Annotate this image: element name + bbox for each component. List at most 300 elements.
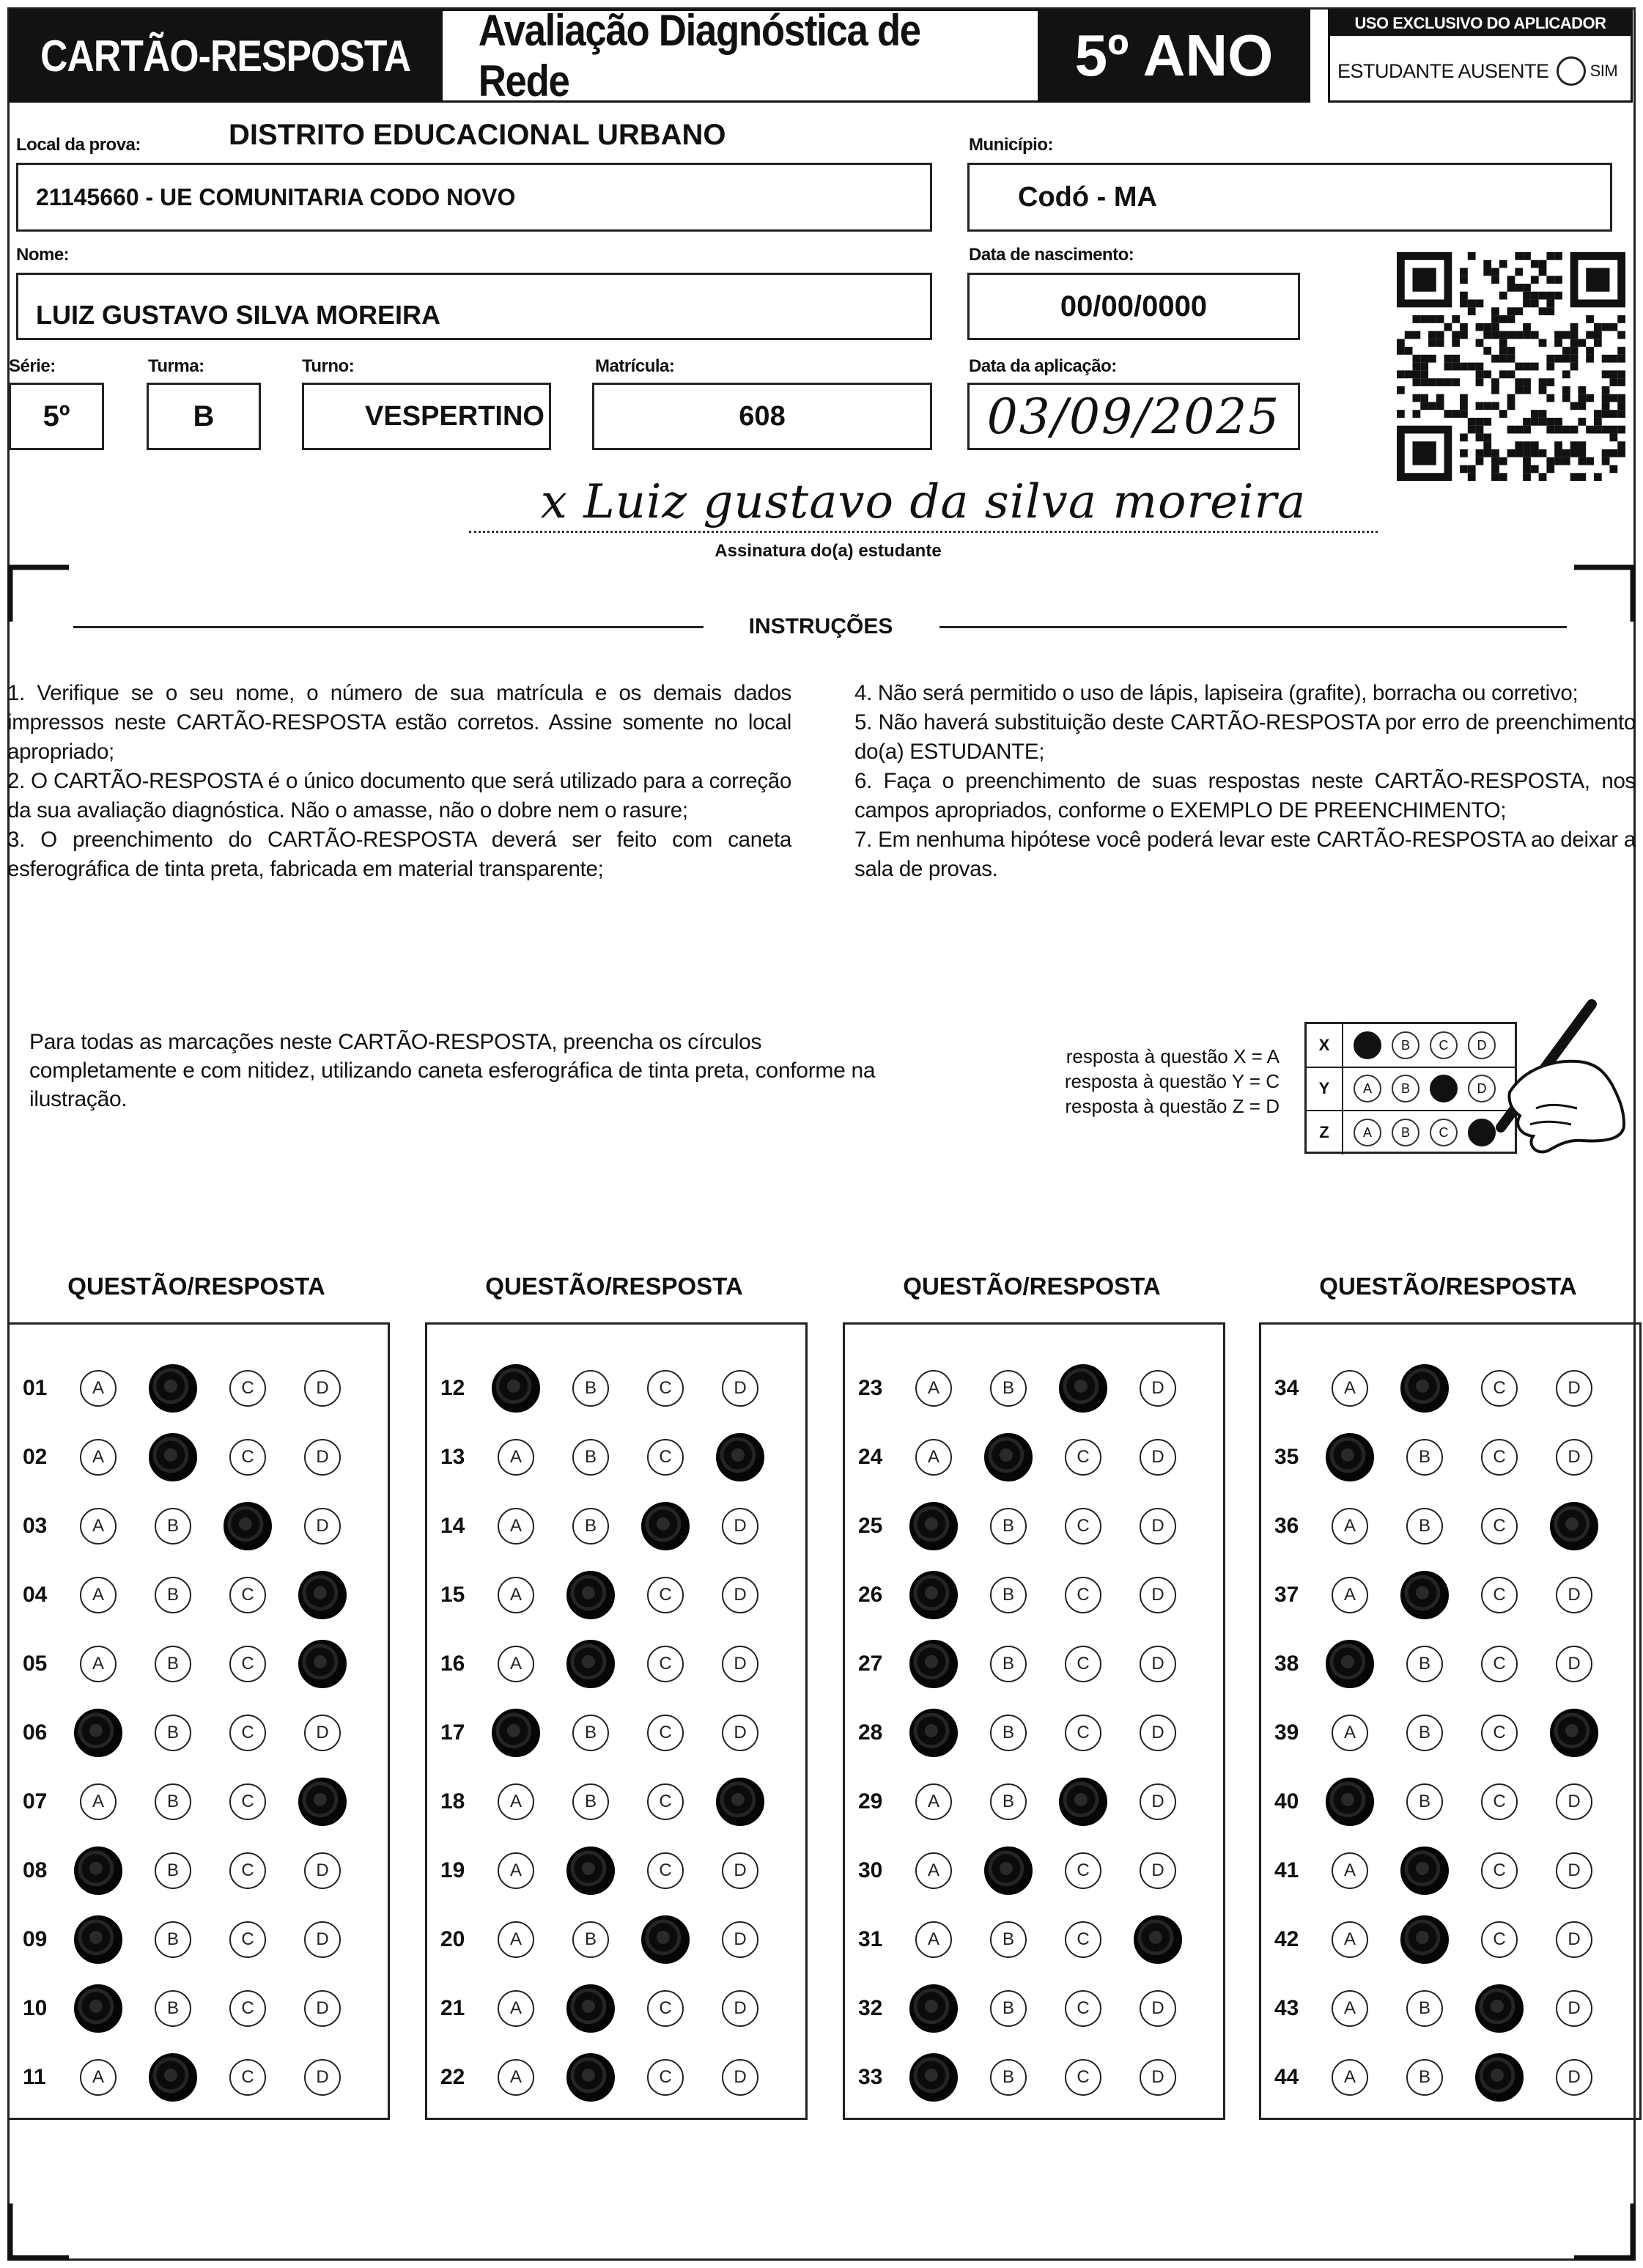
answer-bubble-c[interactable]: C bbox=[1065, 1990, 1101, 2027]
matricula-field bbox=[592, 383, 932, 450]
answer-bubble-b-marked[interactable] bbox=[566, 2053, 615, 2102]
answer-bubble-c[interactable]: C bbox=[229, 1921, 266, 1958]
question-number: 41 bbox=[1274, 1858, 1299, 1882]
example-bubble-c: C bbox=[1430, 1031, 1458, 1059]
answer-bubble-c[interactable]: C bbox=[1065, 1646, 1101, 1682]
question-row bbox=[1261, 1836, 1639, 1905]
answer-bubble-a[interactable]: A bbox=[80, 1646, 117, 1682]
instructions-rule-right bbox=[939, 626, 1567, 628]
question-row bbox=[427, 2043, 805, 2112]
instruction-6: 6. Faça o preenchimento de suas respostas neste CARTÃO-RESPOSTA, nos campos apropriados, conforme o EXEMPLO DE PREENCHIMENTO; bbox=[854, 769, 1636, 822]
answer-bubble-a[interactable]: A bbox=[498, 1439, 534, 1476]
nome-field bbox=[16, 273, 932, 340]
answer-bubble-b[interactable]: B bbox=[1406, 1439, 1443, 1476]
answer-bubble-c-marked[interactable] bbox=[641, 1915, 690, 1964]
nascimento-field bbox=[967, 273, 1300, 340]
answer-bubble-d[interactable]: D bbox=[304, 1508, 341, 1544]
answer-bubble-d[interactable]: D bbox=[1140, 1715, 1176, 1751]
question-row bbox=[10, 1492, 388, 1561]
answer-bubble-d[interactable]: D bbox=[722, 1921, 758, 1958]
question-row bbox=[845, 1354, 1223, 1423]
question-row bbox=[845, 1423, 1223, 1492]
answer-bubble-a[interactable]: A bbox=[498, 1646, 534, 1682]
answer-column-1 bbox=[7, 1322, 390, 2120]
serie-label: Série: bbox=[9, 356, 56, 376]
answer-bubble-a-marked[interactable] bbox=[1326, 1433, 1374, 1481]
absent-row bbox=[1337, 49, 1626, 93]
answer-bubble-c[interactable]: C bbox=[229, 1783, 266, 1820]
serie-field bbox=[9, 383, 104, 450]
nascimento-value: 00/00/0000 bbox=[1060, 290, 1208, 323]
answer-bubble-a[interactable]: A bbox=[1332, 1508, 1368, 1544]
question-row bbox=[427, 1767, 805, 1836]
answer-bubble-c[interactable]: C bbox=[1065, 1852, 1101, 1889]
question-number: 19 bbox=[440, 1858, 465, 1882]
question-row bbox=[845, 1767, 1223, 1836]
question-row bbox=[845, 1836, 1223, 1905]
answer-bubble-a-marked[interactable] bbox=[492, 1709, 540, 1757]
answer-bubble-a[interactable]: A bbox=[1332, 1577, 1368, 1613]
answer-bubble-a-marked[interactable] bbox=[74, 1984, 122, 2033]
example-answer-z: resposta à questão Z = D bbox=[1065, 1095, 1280, 1117]
card-title bbox=[9, 9, 443, 103]
column-title-2: QUESTÃO/RESPOSTA bbox=[485, 1273, 743, 1300]
answer-bubble-d[interactable]: D bbox=[1140, 1370, 1176, 1407]
municipio-label: Município: bbox=[969, 135, 1053, 155]
answer-bubble-b[interactable]: B bbox=[990, 1990, 1027, 2027]
answer-bubble-b-marked[interactable] bbox=[984, 1847, 1033, 1895]
answer-bubble-a[interactable]: A bbox=[498, 2059, 534, 2096]
question-row bbox=[427, 1561, 805, 1630]
answer-bubble-d[interactable]: D bbox=[1556, 1921, 1592, 1958]
answer-bubble-c[interactable]: C bbox=[229, 1715, 266, 1751]
answer-bubble-c[interactable]: C bbox=[647, 1783, 684, 1820]
answer-bubble-b[interactable]: B bbox=[572, 1921, 609, 1958]
answer-bubble-b[interactable]: B bbox=[155, 1852, 191, 1889]
answer-bubble-b[interactable]: B bbox=[155, 1921, 191, 1958]
example-table bbox=[1304, 1022, 1517, 1154]
answer-bubble-a[interactable]: A bbox=[1332, 1370, 1368, 1407]
answer-bubble-d[interactable]: D bbox=[1140, 1646, 1176, 1682]
answer-bubble-d[interactable]: D bbox=[1556, 1370, 1592, 1407]
question-row bbox=[427, 1905, 805, 1974]
instructions-rule-left bbox=[73, 626, 704, 628]
answer-bubble-c[interactable]: C bbox=[647, 1646, 684, 1682]
answer-bubble-a[interactable]: A bbox=[80, 1508, 117, 1544]
answer-bubble-a-marked[interactable] bbox=[1326, 1778, 1374, 1826]
answer-bubble-c-marked[interactable] bbox=[1059, 1778, 1107, 1826]
district-name: DISTRITO EDUCACIONAL URBANO bbox=[229, 119, 726, 151]
answer-bubble-a[interactable]: A bbox=[80, 1577, 117, 1613]
answer-bubble-c[interactable]: C bbox=[1481, 1852, 1518, 1889]
answer-bubble-b[interactable]: B bbox=[1406, 1508, 1443, 1544]
answer-bubble-d-marked[interactable] bbox=[298, 1778, 347, 1826]
answer-bubble-c[interactable]: C bbox=[1065, 1921, 1101, 1958]
answer-bubble-a[interactable]: A bbox=[498, 1577, 534, 1613]
answer-bubble-d-marked[interactable] bbox=[298, 1640, 347, 1688]
question-number: 24 bbox=[858, 1445, 883, 1469]
question-row bbox=[10, 1354, 388, 1423]
answer-bubble-b-marked[interactable] bbox=[566, 1847, 615, 1895]
answer-bubble-b-marked[interactable] bbox=[984, 1433, 1033, 1481]
question-row bbox=[427, 1423, 805, 1492]
question-row bbox=[1261, 1492, 1639, 1561]
turma-value: B bbox=[193, 400, 215, 432]
answer-bubble-d[interactable]: D bbox=[1556, 1852, 1592, 1889]
answer-bubble-a[interactable]: A bbox=[498, 1990, 534, 2027]
answer-bubble-d-marked[interactable] bbox=[716, 1778, 764, 1826]
instruction-1: 1. Verifique se o seu nome, o número de sua matrícula e os demais dados impressos neste CARTÃO-RESPOSTA estão corretos. Assine somente no local apropriado; bbox=[7, 681, 791, 764]
answer-bubble-d[interactable]: D bbox=[304, 1370, 341, 1407]
example-bubble-d: D bbox=[1468, 1031, 1496, 1059]
answer-bubble-b-marked[interactable] bbox=[149, 2053, 197, 2102]
answer-bubble-a-marked[interactable] bbox=[74, 1847, 122, 1895]
answer-bubble-d-marked[interactable] bbox=[716, 1433, 764, 1481]
question-row bbox=[1261, 1561, 1639, 1630]
answer-bubble-d[interactable]: D bbox=[722, 1990, 758, 2027]
answer-bubble-a[interactable]: A bbox=[1332, 1990, 1368, 2027]
answer-bubble-c[interactable]: C bbox=[1481, 1783, 1518, 1820]
answer-bubble-a[interactable]: A bbox=[1332, 2059, 1368, 2096]
question-row bbox=[427, 1836, 805, 1905]
matricula-label: Matrícula: bbox=[595, 356, 675, 376]
pen-hand-illustration bbox=[1495, 998, 1634, 1167]
instructions-right bbox=[854, 679, 1636, 884]
municipio-value: Codó - MA bbox=[1018, 181, 1157, 213]
answer-bubble-b[interactable]: B bbox=[990, 1921, 1027, 1958]
answer-bubble-a-marked[interactable] bbox=[909, 1640, 958, 1688]
question-number: 37 bbox=[1274, 1583, 1299, 1607]
question-row bbox=[845, 2043, 1223, 2112]
answer-bubble-b[interactable]: B bbox=[155, 1990, 191, 2027]
question-number: 17 bbox=[440, 1720, 465, 1745]
answer-bubble-d[interactable]: D bbox=[722, 1370, 758, 1407]
answer-bubble-c[interactable]: C bbox=[1481, 1577, 1518, 1613]
turma-field bbox=[147, 383, 261, 450]
question-number: 16 bbox=[440, 1652, 465, 1676]
answer-bubble-c[interactable]: C bbox=[1481, 1370, 1518, 1407]
answer-bubble-d[interactable]: D bbox=[304, 2059, 341, 2096]
answer-bubble-b-marked[interactable] bbox=[566, 1984, 615, 2033]
answer-bubble-d[interactable]: D bbox=[1140, 2059, 1176, 2096]
answer-bubble-b-marked[interactable] bbox=[566, 1571, 615, 1619]
question-row bbox=[845, 1492, 1223, 1561]
question-row bbox=[10, 1423, 388, 1492]
answer-bubble-a[interactable]: A bbox=[1332, 1852, 1368, 1889]
question-number: 09 bbox=[23, 1927, 48, 1951]
answer-bubble-b[interactable]: B bbox=[1406, 2059, 1443, 2096]
answer-bubble-c[interactable]: C bbox=[1065, 1577, 1101, 1613]
answer-bubble-d-marked[interactable] bbox=[1550, 1709, 1598, 1757]
question-number: 34 bbox=[1274, 1376, 1299, 1400]
answer-bubble-a-marked[interactable] bbox=[1326, 1640, 1374, 1688]
question-row bbox=[1261, 1767, 1639, 1836]
answer-bubble-c[interactable]: C bbox=[1065, 1439, 1101, 1476]
example-bubble-a-marked bbox=[1354, 1031, 1381, 1059]
answer-bubble-d[interactable]: D bbox=[1140, 1439, 1176, 1476]
answer-bubble-a[interactable]: A bbox=[915, 1852, 952, 1889]
answer-bubble-a-marked[interactable] bbox=[909, 1502, 958, 1550]
example-row bbox=[1307, 1024, 1515, 1068]
answer-bubble-b-marked[interactable] bbox=[1400, 1915, 1449, 1964]
local-label: Local da prova: bbox=[16, 135, 141, 155]
municipio-field bbox=[967, 163, 1612, 232]
aplicacao-value: 03/09/2025 bbox=[986, 388, 1281, 445]
question-row bbox=[10, 1698, 388, 1767]
answer-bubble-a-marked[interactable] bbox=[74, 1709, 122, 1757]
answer-bubble-a[interactable]: A bbox=[915, 1439, 952, 1476]
answer-bubble-b[interactable]: B bbox=[990, 1370, 1027, 1407]
example-row bbox=[1307, 1067, 1515, 1111]
absent-checkbox[interactable] bbox=[1557, 56, 1586, 86]
answer-bubble-b[interactable]: B bbox=[572, 1439, 609, 1476]
answer-column-4 bbox=[1259, 1322, 1642, 2120]
answer-bubble-d-marked[interactable] bbox=[1134, 1915, 1182, 1964]
instruction-5: 5. Não haverá substituição deste CARTÃO-RESPOSTA por erro de preenchimento do(a) ESTUDANTE; bbox=[854, 710, 1636, 764]
question-number: 20 bbox=[440, 1927, 465, 1951]
example-bubble-a: A bbox=[1354, 1119, 1381, 1146]
instructions-title: INSTRUÇÕES bbox=[748, 614, 893, 638]
question-row bbox=[10, 1905, 388, 1974]
answer-bubble-b[interactable]: B bbox=[990, 2059, 1027, 2096]
turno-label: Turno: bbox=[302, 356, 355, 376]
answer-bubble-d[interactable]: D bbox=[1140, 1990, 1176, 2027]
question-row bbox=[845, 1630, 1223, 1698]
example-row-label: Z bbox=[1307, 1111, 1343, 1155]
question-number: 27 bbox=[858, 1652, 883, 1676]
question-number: 06 bbox=[23, 1720, 48, 1745]
question-number: 08 bbox=[23, 1858, 48, 1882]
answer-bubble-c[interactable]: C bbox=[229, 2059, 266, 2096]
example-answer-x: resposta à questão X = A bbox=[1066, 1045, 1280, 1067]
example-bubble-b: B bbox=[1392, 1075, 1419, 1102]
answer-bubble-b[interactable]: B bbox=[1406, 1990, 1443, 2027]
answer-bubble-b[interactable]: B bbox=[990, 1715, 1027, 1751]
answer-bubble-d[interactable]: D bbox=[1556, 1439, 1592, 1476]
answer-bubble-c[interactable]: C bbox=[1065, 1508, 1101, 1544]
answer-bubble-d[interactable]: D bbox=[722, 1646, 758, 1682]
question-row bbox=[10, 1630, 388, 1698]
question-row bbox=[427, 1974, 805, 2043]
answer-bubble-c[interactable]: C bbox=[1065, 1715, 1101, 1751]
turno-value: VESPERTINO bbox=[365, 400, 544, 432]
answer-bubble-a[interactable]: A bbox=[498, 1783, 534, 1820]
answer-bubble-b[interactable]: B bbox=[155, 1508, 191, 1544]
answer-bubble-d[interactable]: D bbox=[722, 1715, 758, 1751]
matricula-value: 608 bbox=[739, 400, 786, 432]
answer-bubble-c[interactable]: C bbox=[647, 2059, 684, 2096]
answer-bubble-a[interactable]: A bbox=[915, 1370, 952, 1407]
answer-bubble-b[interactable]: B bbox=[155, 1715, 191, 1751]
answer-bubble-b-marked[interactable] bbox=[1400, 1847, 1449, 1895]
question-row bbox=[427, 1698, 805, 1767]
answer-bubble-a[interactable]: A bbox=[80, 1439, 117, 1476]
question-number: 22 bbox=[440, 2065, 465, 2089]
answer-bubble-c[interactable]: C bbox=[647, 1990, 684, 2027]
column-title-4: QUESTÃO/RESPOSTA bbox=[1319, 1273, 1577, 1300]
question-row bbox=[1261, 1423, 1639, 1492]
answer-bubble-c[interactable]: C bbox=[1481, 1921, 1518, 1958]
answer-bubble-b[interactable]: B bbox=[572, 1783, 609, 1820]
answer-bubble-d[interactable]: D bbox=[304, 1715, 341, 1751]
instruction-7: 7. Em nenhuma hipótese você poderá levar este CARTÃO-RESPOSTA ao deixar a sala de provas. bbox=[854, 828, 1636, 881]
absent-label: ESTUDANTE AUSENTE bbox=[1337, 59, 1549, 82]
answer-bubble-d[interactable]: D bbox=[1140, 1508, 1176, 1544]
answer-bubble-b[interactable]: B bbox=[1406, 1646, 1443, 1682]
question-number: 29 bbox=[858, 1789, 883, 1814]
answer-bubble-d[interactable]: D bbox=[722, 2059, 758, 2096]
column-title-1: QUESTÃO/RESPOSTA bbox=[67, 1273, 325, 1300]
answer-bubble-d-marked[interactable] bbox=[298, 1571, 347, 1619]
answer-bubble-a-marked[interactable] bbox=[909, 1984, 958, 2033]
answer-bubble-c[interactable]: C bbox=[1481, 1508, 1518, 1544]
question-number: 15 bbox=[440, 1583, 465, 1607]
answer-bubble-a-marked[interactable] bbox=[909, 1571, 958, 1619]
answer-bubble-a[interactable]: A bbox=[1332, 1921, 1368, 1958]
answer-bubble-b-marked[interactable] bbox=[1400, 1364, 1449, 1413]
answer-bubble-b[interactable]: B bbox=[990, 1646, 1027, 1682]
answer-bubble-d[interactable]: D bbox=[1556, 1577, 1592, 1613]
question-row bbox=[1261, 1630, 1639, 1698]
question-number: 31 bbox=[858, 1927, 883, 1951]
answer-bubble-b[interactable]: B bbox=[572, 1508, 609, 1544]
question-row bbox=[427, 1492, 805, 1561]
question-number: 21 bbox=[440, 1996, 465, 2020]
answer-bubble-b-marked[interactable] bbox=[149, 1364, 197, 1413]
example-bubble-a: A bbox=[1354, 1075, 1381, 1102]
answer-bubble-c-marked[interactable] bbox=[1475, 1984, 1524, 2033]
answer-bubble-c[interactable]: C bbox=[647, 1852, 684, 1889]
answer-bubble-d[interactable]: D bbox=[1140, 1783, 1176, 1820]
answer-bubble-a[interactable]: A bbox=[80, 1370, 117, 1407]
question-number: 26 bbox=[858, 1583, 883, 1607]
grade-badge bbox=[1038, 9, 1310, 103]
answer-bubble-a-marked[interactable] bbox=[909, 1709, 958, 1757]
applicator-box bbox=[1328, 9, 1633, 103]
answer-bubble-b-marked[interactable] bbox=[566, 1640, 615, 1688]
question-row bbox=[1261, 1354, 1639, 1423]
question-number: 23 bbox=[858, 1376, 883, 1400]
answer-bubble-c-marked[interactable] bbox=[1059, 1364, 1107, 1413]
answer-bubble-b[interactable]: B bbox=[990, 1508, 1027, 1544]
answer-bubble-b[interactable]: B bbox=[155, 1577, 191, 1613]
answer-bubble-a-marked[interactable] bbox=[909, 2053, 958, 2102]
qr-code bbox=[1397, 252, 1625, 481]
question-row bbox=[845, 1698, 1223, 1767]
corner-mark-bottom-left bbox=[7, 2203, 69, 2262]
answer-bubble-d[interactable]: D bbox=[1556, 1646, 1592, 1682]
question-row bbox=[845, 1974, 1223, 2043]
question-number: 03 bbox=[23, 1514, 48, 1538]
answer-bubble-a-marked[interactable] bbox=[74, 1915, 122, 1964]
answer-bubble-b[interactable]: B bbox=[1406, 1783, 1443, 1820]
answer-bubble-c[interactable]: C bbox=[229, 1990, 266, 2027]
answer-bubble-b[interactable]: B bbox=[155, 1783, 191, 1820]
answer-bubble-d[interactable]: D bbox=[1140, 1852, 1176, 1889]
answer-bubble-a[interactable]: A bbox=[498, 1852, 534, 1889]
answer-bubble-c[interactable]: C bbox=[1065, 2059, 1101, 2096]
answer-bubble-d[interactable]: D bbox=[722, 1508, 758, 1544]
answer-bubble-a[interactable]: A bbox=[498, 1921, 534, 1958]
answer-bubble-a-marked[interactable] bbox=[492, 1364, 540, 1413]
answer-bubble-c[interactable]: C bbox=[229, 1852, 266, 1889]
exam-subtitle bbox=[443, 6, 1038, 106]
nome-label: Nome: bbox=[16, 245, 70, 265]
question-row bbox=[1261, 1905, 1639, 1974]
answer-bubble-a[interactable]: A bbox=[80, 1783, 117, 1820]
question-row bbox=[10, 1974, 388, 2043]
example-answer-y: resposta à questão Y = C bbox=[1064, 1070, 1280, 1092]
answer-bubble-a[interactable]: A bbox=[915, 1783, 952, 1820]
answer-bubble-c[interactable]: C bbox=[1481, 1715, 1518, 1751]
answer-bubble-d[interactable]: D bbox=[722, 1577, 758, 1613]
applicator-box-title: USO EXCLUSIVO DO APLICADOR bbox=[1330, 11, 1631, 36]
answer-bubble-b[interactable]: B bbox=[990, 1783, 1027, 1820]
answer-bubble-d[interactable]: D bbox=[304, 1439, 341, 1476]
answer-bubble-b-marked[interactable] bbox=[1400, 1571, 1449, 1619]
answer-bubble-b[interactable]: B bbox=[572, 1370, 609, 1407]
card-title-text: CARTÃO-RESPOSTA bbox=[40, 31, 411, 81]
answer-bubble-c[interactable]: C bbox=[229, 1370, 266, 1407]
exam-subtitle-text: Avaliação Diagnóstica de Rede bbox=[478, 6, 920, 106]
example-bubble-b: B bbox=[1392, 1031, 1419, 1059]
answer-bubble-d[interactable]: D bbox=[304, 1921, 341, 1958]
answer-bubble-b[interactable]: B bbox=[572, 1715, 609, 1751]
answer-bubble-b-marked[interactable] bbox=[149, 1433, 197, 1481]
answer-bubble-d[interactable]: D bbox=[1556, 1783, 1592, 1820]
answer-bubble-b[interactable]: B bbox=[155, 1646, 191, 1682]
question-number: 28 bbox=[858, 1720, 883, 1745]
answer-bubble-d[interactable]: D bbox=[1556, 2059, 1592, 2096]
answer-bubble-c[interactable]: C bbox=[229, 1577, 266, 1613]
answer-bubble-c[interactable]: C bbox=[647, 1439, 684, 1476]
aplicacao-label: Data da aplicação: bbox=[969, 356, 1117, 376]
example-bubble-c: C bbox=[1430, 1119, 1458, 1146]
answer-bubble-a[interactable]: A bbox=[498, 1508, 534, 1544]
answer-bubble-c-marked[interactable] bbox=[641, 1502, 690, 1550]
question-number: 42 bbox=[1274, 1927, 1299, 1951]
answer-bubble-a[interactable]: A bbox=[80, 2059, 117, 2096]
answer-bubble-d[interactable]: D bbox=[722, 1852, 758, 1889]
question-number: 02 bbox=[23, 1445, 48, 1469]
answer-bubble-d[interactable]: D bbox=[1556, 1990, 1592, 2027]
question-number: 04 bbox=[23, 1583, 48, 1607]
local-field bbox=[16, 163, 932, 232]
answer-bubble-c[interactable]: C bbox=[229, 1439, 266, 1476]
answer-bubble-b[interactable]: B bbox=[1406, 1715, 1443, 1751]
question-row bbox=[10, 1836, 388, 1905]
question-row bbox=[10, 1767, 388, 1836]
answer-bubble-a[interactable]: A bbox=[1332, 1715, 1368, 1751]
answer-bubble-c[interactable]: C bbox=[647, 1715, 684, 1751]
answer-bubble-d[interactable]: D bbox=[304, 1990, 341, 2027]
answer-bubble-c[interactable]: C bbox=[647, 1370, 684, 1407]
answer-bubble-d[interactable]: D bbox=[304, 1852, 341, 1889]
example-bubble-c-marked bbox=[1430, 1075, 1458, 1102]
answer-bubble-c[interactable]: C bbox=[1481, 1439, 1518, 1476]
answer-bubble-a[interactable]: A bbox=[915, 1921, 952, 1958]
answer-bubble-d[interactable]: D bbox=[1140, 1577, 1176, 1613]
answer-bubble-c[interactable]: C bbox=[647, 1577, 684, 1613]
answer-bubble-d-marked[interactable] bbox=[1550, 1502, 1598, 1550]
answer-bubble-c-marked[interactable] bbox=[224, 1502, 272, 1550]
answer-bubble-c-marked[interactable] bbox=[1475, 2053, 1524, 2102]
answer-bubble-b[interactable]: B bbox=[990, 1577, 1027, 1613]
answer-bubble-c[interactable]: C bbox=[229, 1646, 266, 1682]
answer-bubble-c[interactable]: C bbox=[1481, 1646, 1518, 1682]
nascimento-label: Data de nascimento: bbox=[969, 245, 1134, 265]
question-number: 38 bbox=[1274, 1652, 1299, 1676]
